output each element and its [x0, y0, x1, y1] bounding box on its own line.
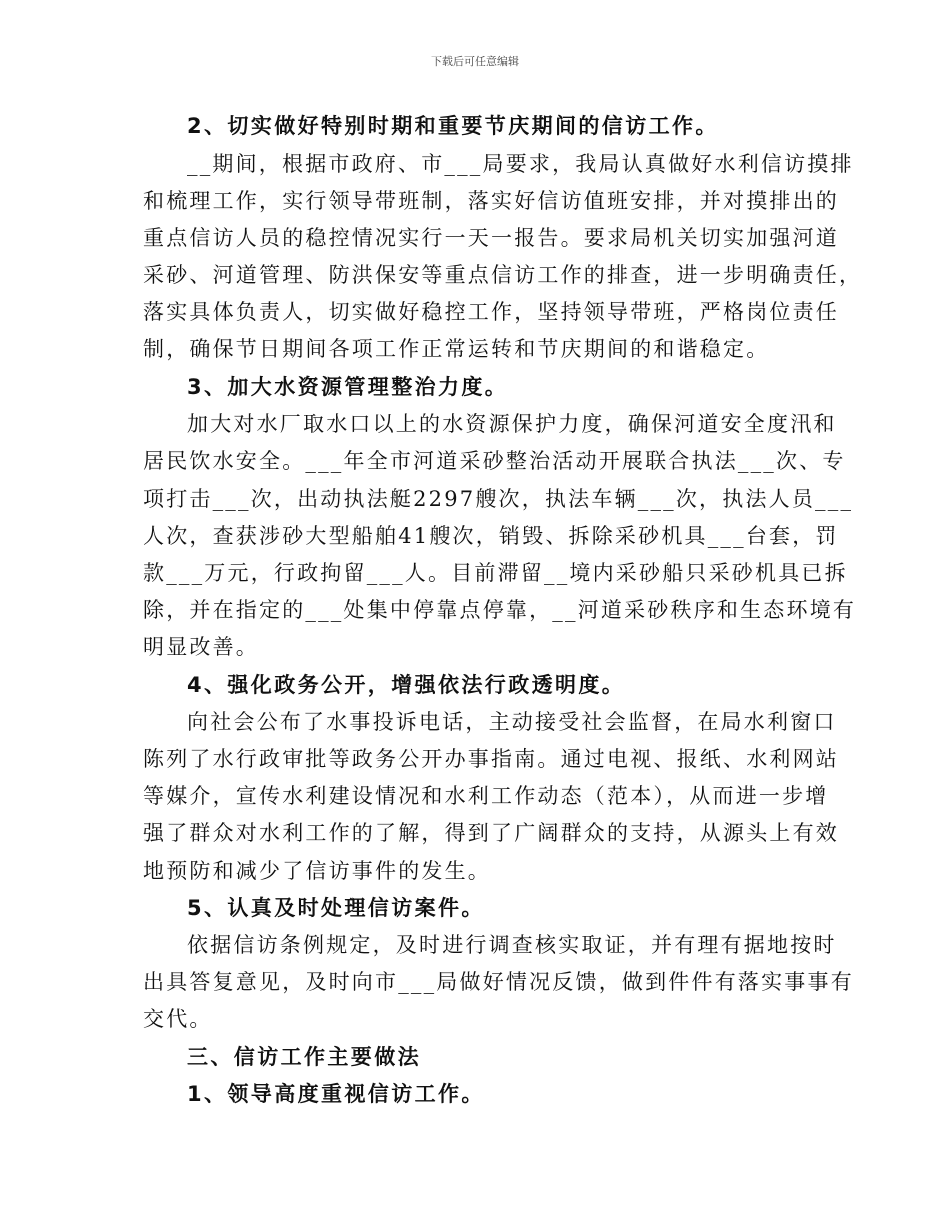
paragraph-line: 制，确保节日期间各项工作正常运转和节庆期间的和谐稳定。 [143, 337, 770, 361]
paragraph-line: 重点信访人员的稳控情况实行一天一报告。要求局机关切实加强河道 [143, 226, 839, 250]
paragraph-line: 陈列了水行政审批等政务公开办事指南。通过电视、报纸、水利网站 [143, 747, 839, 771]
paragraph-line: 采砂、河道管理、防洪保安等重点信访工作的排查，进一步明确责任， [143, 263, 863, 287]
header-note: 下载后可任意编辑 [431, 55, 519, 68]
paragraph-line: 出具答复意见，及时向市___局做好情况反馈，做到件件有落实事事有 [143, 970, 854, 994]
paragraph-line: 款___万元，行政拘留___人。目前滞留__境内采砂船只采砂机具已拆 [143, 561, 848, 585]
heading-3: 3、加大水资源管理整治力度。 [187, 375, 509, 399]
heading-1: 1、领导高度重视信访工作。 [187, 1082, 485, 1106]
paragraph-line: 除，并在指定的___处集中停靠点停靠，__河道采砂秩序和生态环境有 [143, 598, 857, 622]
paragraph-line: 加大对水厂取水口以上的水资源保护力度，确保河道安全度汛和 [187, 412, 837, 436]
paragraph-line: __期间，根据市政府、市___局要求，我局认真做好水利信访摸排 [187, 152, 854, 176]
paragraph-line: 向社会公布了水事投诉电话，主动接受社会监督，在局水利窗口 [187, 710, 837, 734]
heading-5: 5、认真及时处理信访案件。 [187, 896, 485, 920]
paragraph-line: 依据信访条例规定，及时进行调查核实取证，并有理有据地按时 [187, 933, 837, 957]
paragraph-line: 人次，查获涉砂大型船舶41艘次，销毁、拆除采砂机具___台套，罚 [143, 524, 839, 548]
paragraph-line: 交代。 [143, 1007, 213, 1031]
paragraph-line: 项打击___次，出动执法艇2297艘次，执法车辆___次，执法人员___ [143, 487, 854, 511]
paragraph-line: 居民饮水安全。___年全市河道采砂整治活动开展联合执法___次、专 [143, 449, 846, 473]
heading-4: 4、强化政务公开，增强依法行政透明度。 [187, 673, 626, 697]
paragraph-line: 落实具体负责人，切实做好稳控工作，坚持领导带班，严格岗位责任 [143, 300, 839, 324]
section-heading-3: 三、信访工作主要做法 [187, 1045, 421, 1069]
paragraph-line: 地预防和减少了信访事件的发生。 [143, 859, 491, 883]
paragraph-line: 明显改善。 [143, 635, 259, 659]
paragraph-line: 等媒介，宣传水利建设情况和水利工作动态（范本），从而进一步增 [143, 784, 829, 808]
heading-2: 2、切实做好特别时期和重要节庆期间的信访工作。 [187, 114, 719, 138]
paragraph-line: 强了群众对水利工作的了解，得到了广阔群众的支持，从源头上有效 [143, 821, 839, 845]
paragraph-line: 和梳理工作，实行领导带班制，落实好信访值班安排，并对摸排出的 [143, 189, 839, 213]
